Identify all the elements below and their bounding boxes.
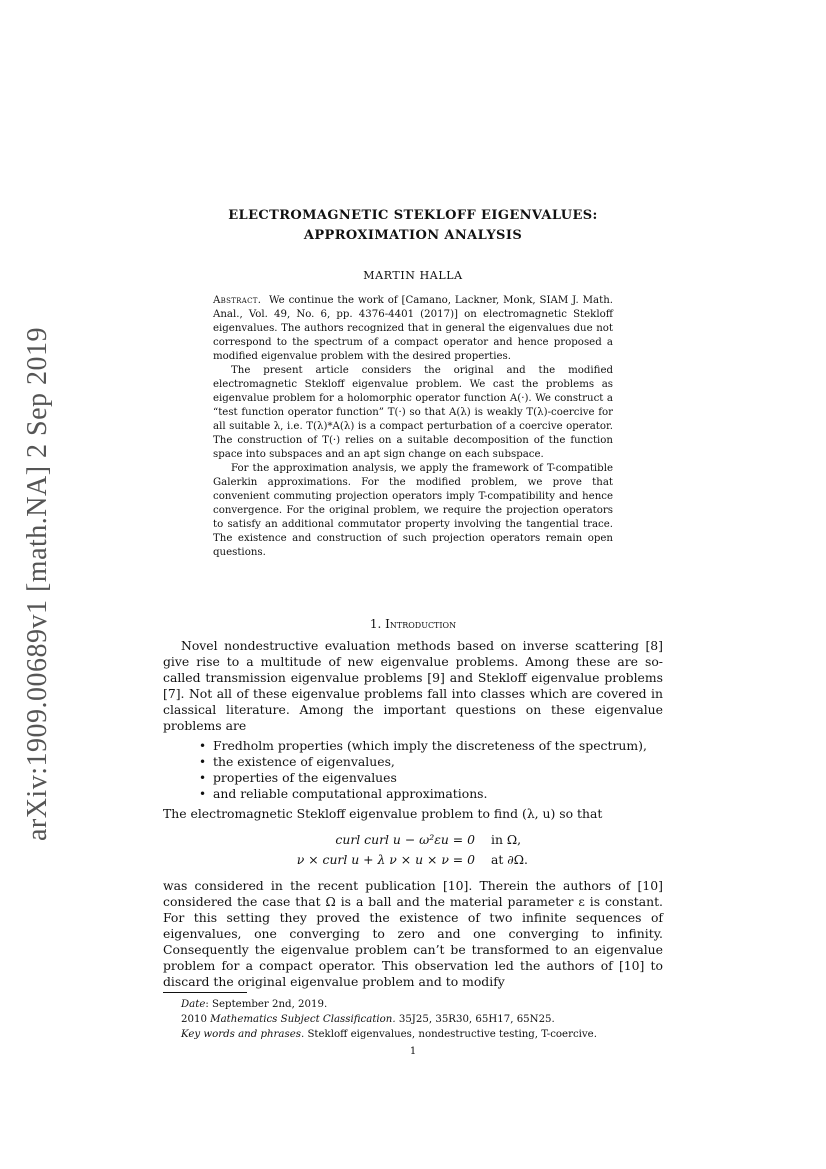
intro-paragraph-2: The electromagnetic Stekloff eigenvalue problem to find (λ, u) so that (163, 806, 603, 821)
abstract-text-1: We continue the work of [Camano, Lackner, Monk, SIAM J. Math. Anal., Vol. 49, No. 6, pp. 4376-4401 (2017)] on electromagnetic Stekloff eigenvalues. The authors recognized that in general the eigenvalues due not correspond to the spectrum of a compact operator and hence proposed a modified eigenvalue problem with the desired properties. (213, 295, 613, 362)
abstract-paragraph-1 (213, 294, 613, 364)
equation-1-lhs: curl curl u − ω²εu = 0 (335, 832, 475, 847)
paper-title (163, 206, 663, 246)
intro-paragraph-1: Novel nondestructive evaluation methods based on inverse scattering [8] give rise to a multitude of new eigenvalue problems. Among these are so-called transmission eigenvalue problems [9] and Stekloff eigenvalue problems [7]. Not all of these eigenvalue problems fall into classes which are covered in classical literature. Among the important questions on these eigenvalue problems are (163, 638, 663, 733)
msc-value: 35J25, 35R30, 65H17, 65N25. (395, 1014, 555, 1025)
msc-label: Mathematics Subject Classification. (210, 1014, 396, 1025)
equation-row-1 (163, 830, 663, 850)
arxiv-identifier: arXiv:1909.00689v1 [math.NA] 2 Sep 2019 (22, 326, 53, 842)
list-item: • the existence of eigenvalues, (213, 754, 663, 770)
author-name: MARTIN HALLA (363, 269, 463, 282)
equation-row-2 (163, 850, 663, 870)
keywords-value: Stekloff eigenvalues, nondestructive testing, T-coercive. (304, 1029, 597, 1040)
title-line-1: ELECTROMAGNETIC STEKLOFF EIGENVALUES: (228, 208, 598, 223)
list-item: • and reliable computational approximations. (213, 786, 663, 802)
equation-1-rhs: in Ω, (491, 832, 522, 847)
footnote-date (163, 997, 663, 1012)
footnote-msc (163, 1012, 663, 1027)
equation-block (163, 830, 663, 870)
equation-2-lhs: ν × curl u + λ ν × u × ν = 0 (296, 852, 475, 867)
abstract (213, 294, 613, 560)
footnote-rule (163, 992, 247, 993)
keywords-label: Key words and phrases. (181, 1029, 305, 1040)
footnote-keywords (163, 1027, 663, 1042)
question-list (163, 738, 663, 802)
page-number: 1 (409, 1046, 417, 1057)
equation-2-rhs: at ∂Ω. (491, 852, 528, 867)
abstract-paragraph-2: The present article considers the original and the modified electromagnetic Stekloff eigenvalue problem. We cast the problems as eigenvalue problem for a holomorphic operator function A(·). We construct a “test function operator function” T(·) so that A(λ) is weakly T(λ)-coercive for all suitable λ, i.e. T(λ)*A(λ) is a compact perturbation of a coercive operator. The construction of T(·) relies on a suitable decomposition of the function space into subspaces and an apt sign change on each subspace. (213, 365, 613, 460)
footnotes (163, 997, 663, 1042)
section-body (163, 638, 663, 990)
intro-paragraph-3: was considered in the recent publication [10]. Therein the authors of [10] considered the case that Ω is a ball and the material parameter ε is constant. For this setting they proved the existence of two infinite sequences of eigenvalues, one converging to zero and one converging to infinity. Consequently the eigenvalue problem can’t be transformed to an eigenvalue problem for a compact operator. This observation led the authors of [10] to discard the original eigenvalue problem and to modify (163, 878, 663, 989)
list-item: • properties of the eigenvalues (213, 770, 663, 786)
msc-prefix: 2010 (181, 1014, 211, 1025)
list-item: • Fredholm properties (which imply the discreteness of the spectrum), (213, 738, 663, 754)
title-line-2: APPROXIMATION ANALYSIS (303, 228, 523, 243)
abstract-paragraph-3: For the approximation analysis, we apply the framework of T-compatible Galerkin approximations. For the modified problem, we prove that convenient commuting projection operators imply T-compatibility and hence convergence. For the original problem, we require the projection operators to satisfy an additional commutator property involving the tangential trace. The existence and construction of such projection operators remain open questions. (213, 463, 613, 558)
date-value: : September 2nd, 2019. (205, 999, 328, 1010)
date-label: Date (181, 999, 206, 1010)
abstract-label: Abstract. (213, 295, 262, 306)
section-heading: 1. Introduction (369, 617, 457, 631)
